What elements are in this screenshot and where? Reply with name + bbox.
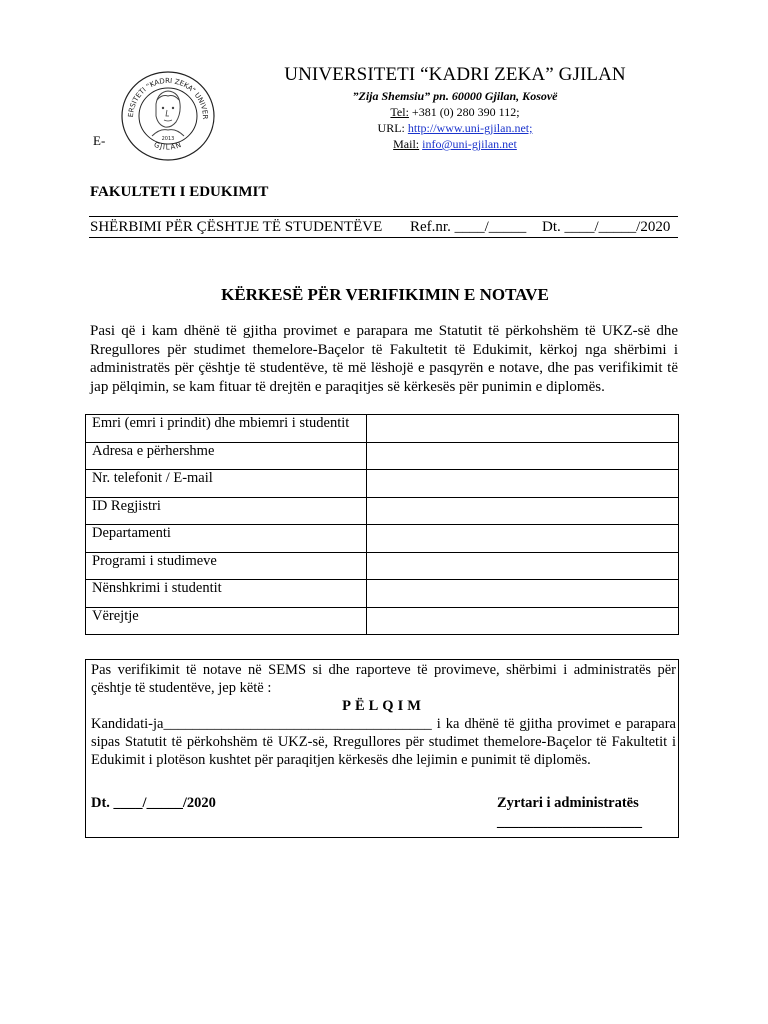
tel-label: Tel: — [390, 105, 409, 119]
field-value[interactable] — [367, 442, 679, 470]
student-info-table — [85, 414, 679, 635]
url-line — [240, 120, 670, 136]
bottom-divider — [89, 237, 678, 238]
official-title: Zyrtari i administratës — [497, 795, 639, 811]
approval-heading: PËLQIM — [342, 698, 425, 714]
field-label: Nënshkrimi i studentit — [86, 580, 367, 608]
service-name: SHËRBIMI PËR ÇËSHTJE TË STUDENTËVE — [90, 219, 383, 235]
field-value[interactable] — [367, 470, 679, 498]
table-row — [86, 497, 679, 525]
field-value[interactable] — [367, 525, 679, 553]
field-label: Adresa e përhershme — [86, 442, 367, 470]
e-label: E- — [93, 133, 106, 148]
request-paragraph: Pasi që i kam dhënë të gjitha provimet e parapara me Statutit të përkohshëm të UKZ-së dhe Rregullores për studimet themelore-Baçelor të Fakultetit të Edukimit, kërkoj nga shërbimi i administratës për çështje të studentëve, të më lëshojë e pasqyrën e notave, dhe pas verifikimit të jap pëlqimin, se kam fituar të drejtën e paraqitjes së kërkesës për punimin e diplomës. — [90, 323, 678, 395]
field-value[interactable] — [367, 607, 679, 635]
field-value[interactable] — [367, 552, 679, 580]
field-label: Nr. telefonit / E-mail — [86, 470, 367, 498]
field-value[interactable] — [367, 497, 679, 525]
approval-date: Dt. ____/_____/2020 — [91, 795, 216, 811]
reference-number: Ref.nr. ____/_____ — [410, 219, 527, 235]
field-value[interactable] — [367, 580, 679, 608]
field-label: Vërejtje — [86, 607, 367, 635]
phone-line — [240, 104, 670, 120]
table-row — [86, 580, 679, 608]
top-divider — [89, 216, 678, 217]
tel-value: +381 (0) 280 390 112; — [411, 105, 520, 119]
table-row — [86, 415, 679, 443]
table-row — [86, 552, 679, 580]
service-line — [90, 219, 680, 236]
university-seal-logo — [112, 70, 224, 162]
university-name: UNIVERSITETI “KADRI ZEKA” GJILAN — [284, 64, 626, 85]
approval-body: Kandidati-ja_____________________________________ i ka dhënë të gjitha provimet e parapara sipas Statutit të përkohshëm të UKZ-së, Rregullores për studimet themelore-Baçelor të Fakultetit i Edukimit i plotëson kushtet për paraqitjen kërkesës dhe lejimin e punimit të diplomës. — [91, 716, 676, 768]
table-row — [86, 470, 679, 498]
field-label: Emri (emri i prindit) dhe mbiemri i studentit — [86, 415, 367, 443]
street-address: ”Zija Shemsiu” pn. 60000 Gjilan, Kosovë — [352, 89, 558, 103]
url-label: URL: — [377, 121, 405, 135]
field-label: ID Regjistri — [86, 497, 367, 525]
approval-intro: Pas verifikimit të notave në SEMS si dhe raporteve të provimeve, shërbimi i administratës për çështje të studentëve, jep këtë : — [91, 662, 676, 696]
service-date: Dt. ____/_____/2020 — [542, 219, 671, 235]
signature-line: ____________________ — [497, 814, 642, 830]
document-title: KËRKESË PËR VERIFIKIMIN E NOTAVE — [221, 285, 549, 304]
table-row — [86, 607, 679, 635]
mail-label: Mail: — [393, 137, 420, 151]
website-link[interactable]: http://www.uni-gjilan.net; — [407, 121, 533, 135]
mail-line — [240, 136, 670, 152]
table-row — [86, 442, 679, 470]
email-link[interactable]: info@uni-gjilan.net — [422, 137, 517, 151]
table-row — [86, 525, 679, 553]
contact-block — [240, 88, 670, 152]
field-value[interactable] — [367, 415, 679, 443]
approval-text — [91, 661, 676, 769]
field-label: Departamenti — [86, 525, 367, 553]
svg-text:2013: 2013 — [161, 136, 175, 142]
svg-text:GJILAN: GJILAN — [152, 140, 184, 152]
field-label: Programi i studimeve — [86, 552, 367, 580]
faculty-name: FAKULTETI I EDUKIMIT — [90, 184, 269, 200]
svg-text:UNIVERSITETI “KADRI ZEKA” UNIV: ERSITETI “KADRI ZEKA” UNIVER — [126, 76, 210, 120]
